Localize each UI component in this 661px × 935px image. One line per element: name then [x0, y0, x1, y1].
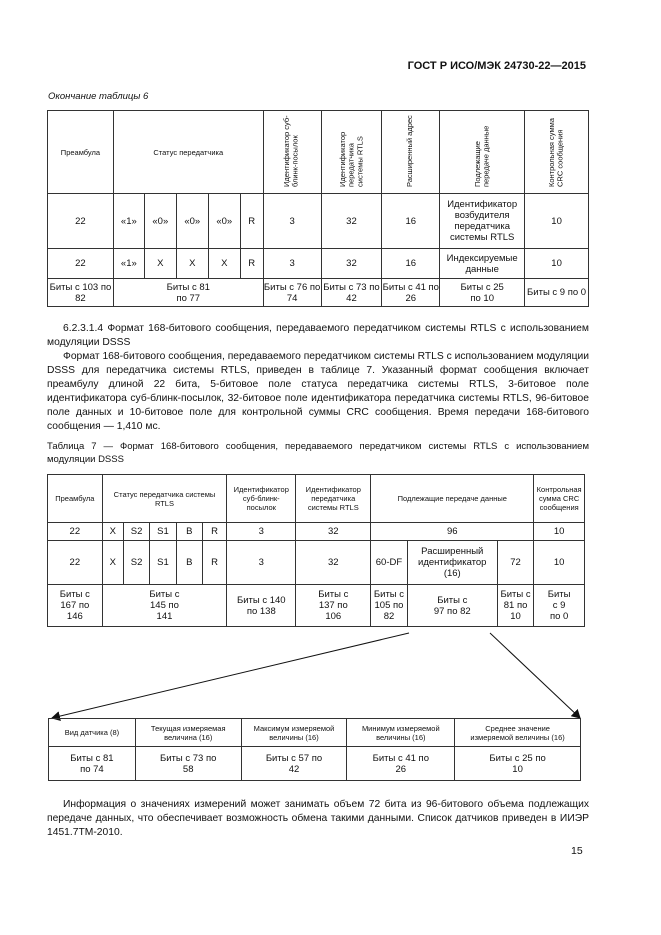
t6-h-preamble: Преамбула — [48, 111, 114, 194]
t7-cell: R — [202, 523, 226, 541]
t6-cell: Идентификатор возбудителя передатчика системы RTLS — [440, 194, 525, 249]
t7-cell: 96 — [371, 523, 534, 541]
t7-cell: S1 — [150, 541, 176, 585]
document-header: ГОСТ Р ИСО/МЭК 24730-22—2015 — [407, 60, 586, 72]
t6-cell: X — [176, 249, 208, 279]
t6-cell: 32 — [321, 194, 382, 249]
page-number: 15 — [571, 845, 583, 857]
t6-h-txid: Идентификатор передатчика системы RTLS — [337, 131, 364, 187]
t6-cell: 10 — [525, 249, 589, 279]
table7-caption: Таблица 7 — Формат 168-битового сообщения, передаваемого передатчиком системы RTLS с использованием модуляции DSSS — [47, 441, 589, 465]
t7-cell: 72 — [497, 541, 533, 585]
t6-bits: Биты с 41 по 26 — [382, 279, 440, 307]
t6-cell: «0» — [208, 194, 240, 249]
t6-cell: «1» — [113, 194, 144, 249]
t6-bits: Биты с 81 по 77 — [113, 279, 263, 307]
t6-cell: 16 — [382, 249, 440, 279]
t7-cell: S2 — [123, 541, 149, 585]
t7-cell: 3 — [227, 523, 296, 541]
t7-bits: Биты с 81 по 10 — [497, 585, 533, 627]
t8-h-max: Максимум измеряемой величины (16) — [241, 719, 347, 747]
t7-cell: 3 — [227, 541, 296, 585]
t6-bits: Биты с 25 по 10 — [440, 279, 525, 307]
t6-cell: 3 — [263, 194, 321, 249]
t7-cell: 22 — [48, 541, 103, 585]
t8-bits: Биты с 81 по 74 — [49, 747, 136, 781]
t6-bits: Биты с 76 по 74 — [263, 279, 321, 307]
table6-caption: Окончание таблицы 6 — [48, 91, 149, 102]
t7-bits: Биты с 140 по 138 — [227, 585, 296, 627]
t7-cell: S2 — [123, 523, 149, 541]
t7-cell: X — [102, 523, 123, 541]
left-connector-line — [52, 633, 409, 718]
t6-h-subblink: Идентификатор суб-блинк-посылок — [282, 115, 301, 187]
t6-cell: 10 — [525, 194, 589, 249]
t7-h-data: Подлежащие передаче данные — [371, 475, 534, 523]
t6-cell: X — [144, 249, 176, 279]
t8-bits: Биты с 41 по 26 — [347, 747, 455, 781]
t6-cell: «1» — [113, 249, 144, 279]
t6-bits: Биты с 73 по 42 — [321, 279, 382, 307]
t7-cell: R — [202, 541, 226, 585]
t7-cell: 32 — [296, 523, 371, 541]
t6-bits: Биты с 9 по 0 — [525, 279, 589, 307]
t7-h-subblink: Идентификатор суб-блинк-посылок — [227, 475, 296, 523]
t7-h-status: Статус передатчика системы RTLS — [102, 475, 227, 523]
t6-cell: 22 — [48, 194, 114, 249]
t8-h-min: Минимум измеряемой величины (16) — [347, 719, 455, 747]
t6-cell: 22 — [48, 249, 114, 279]
t7-bits: Биты с 105 по 82 — [371, 585, 407, 627]
t7-cell: B — [176, 541, 202, 585]
t7-bits: Биты с 137 по 106 — [296, 585, 371, 627]
section-heading: 6.2.3.1.4 Формат 168-битового сообщения, передаваемого передатчиком системы RTLS с использованием модуляции DSSS — [47, 323, 589, 348]
t7-cell: 60-DF — [371, 541, 407, 585]
right-connector-line — [490, 633, 580, 718]
t6-h-extaddr: Расширенный адрес — [405, 115, 415, 187]
t7-bits: Биты с 145 по 141 — [102, 585, 227, 627]
t7-cell: Расширенный идентификатор (16) — [407, 541, 497, 585]
t6-cell: 3 — [263, 249, 321, 279]
t8-h-current: Текущая измеряемая величина (16) — [135, 719, 241, 747]
t7-bits: Биты с 9 по 0 — [534, 585, 585, 627]
t6-cell: «0» — [176, 194, 208, 249]
t8-bits: Биты с 73 по 58 — [135, 747, 241, 781]
t6-h-status: Статус передатчика — [113, 111, 263, 194]
closing-paragraph: Информация о значениях измерений может занимать объем 72 бита из 96-битового объема подлежащих передаче данных, что обеспечивает возможность обмена такими данными. Список датчиков приведен в ИИЭР 1451.7TM-2010. — [47, 799, 589, 838]
t6-cell: Индексируемые данные — [440, 249, 525, 279]
t7-h-txid: Идентификатор передатчика системы RTLS — [296, 475, 371, 523]
t6-cell: R — [240, 249, 263, 279]
section-body: Формат 168-битового сообщения, передаваемого передатчиком системы RTLS с использованием модуляции DSSS для передатчика системы RTLS, приведен в таблице 7. Указанный формат сообщения включает преамбулу длиной 22 бита, 5-битовое поле статуса передатчика системы RTLS, 3-битовое поле идентификатора суб-блинк-посылок, 32-битовое поле идентификатора передатчика системы RTLS, 96-битовое поле данных и 10-битовое поле для контрольной суммы CRC сообщения. Время передачи 168-битового сообщения — 1,410 мс. — [47, 351, 589, 432]
t7-cell: B — [176, 523, 202, 541]
t6-bits: Биты с 103 по 82 — [48, 279, 114, 307]
t6-h-crc: Контрольная сумма CRC сообщения — [546, 118, 565, 187]
t7-h-crc: Контрольная сумма CRC сообщения — [534, 475, 585, 523]
t7-cell: 22 — [48, 523, 103, 541]
t8-h-sensor-type: Вид датчика (8) — [49, 719, 136, 747]
t7-bits: Биты с 97 по 82 — [407, 585, 497, 627]
t6-cell: X — [208, 249, 240, 279]
t8-bits: Биты с 57 по 42 — [241, 747, 347, 781]
t7-cell: 10 — [534, 523, 585, 541]
t7-cell: X — [102, 541, 123, 585]
t7-h-preamble: Преамбула — [48, 475, 103, 523]
t7-cell: 10 — [534, 541, 585, 585]
t7-cell: 32 — [296, 541, 371, 585]
t6-h-data: Подлежащие передаче данные — [472, 125, 491, 187]
sensor-data-table — [48, 718, 581, 781]
t7-cell: S1 — [150, 523, 176, 541]
t6-cell: 16 — [382, 194, 440, 249]
t6-cell: 32 — [321, 249, 382, 279]
t6-cell: R — [240, 194, 263, 249]
t7-bits: Биты с 167 по 146 — [48, 585, 103, 627]
t6-cell: «0» — [144, 194, 176, 249]
t8-bits: Биты с 25 по 10 — [455, 747, 581, 781]
t8-h-avg: Среднее значение измеряемой величины (16) — [455, 719, 581, 747]
